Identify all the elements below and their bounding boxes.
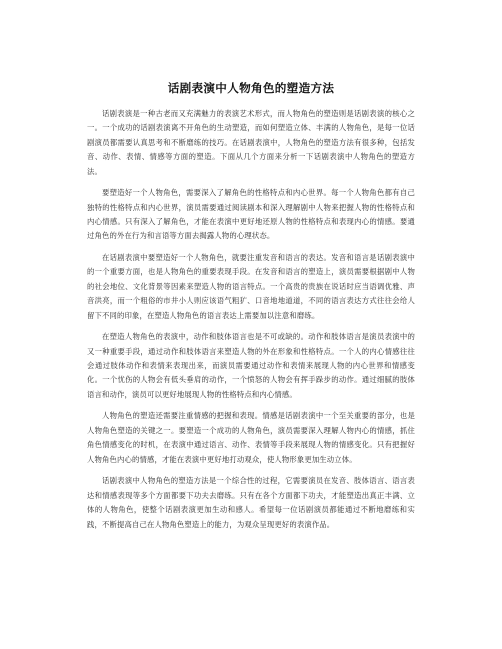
paragraph-2: 要塑造好一个人物角色，需要深入了解角色的性格特点和内心世界。每一个人物角色都有自己独特的性格特点和内心世界，演员需要通过阅读剧本和深入理解剧中人物来把握人物的性格特点和内心情感。只有深入了解角色，才能在表演中更好地还原人物的性格特点和表现内心的情感。要通过角色的外在行为和言语等方面去揭露人物的心理状态。 bbox=[87, 188, 415, 241]
document-body bbox=[87, 107, 415, 539]
paragraph-4: 在塑造人物角色的表演中，动作和肢体语言也是不可或缺的。动作和肢体语言是演员表演中的又一种重要手段，通过动作和肢体语言来塑造人物的外在形象和性格特点。一个人的内心情感往往会通过肢体动作和表情来表现出来，而演员需要通过动作和表情来展现人物的内心世界和情感变化。一个忧伤的人物会有低头垂肩的动作，一个愤怒的人物会有挥手跺步的动作。通过细腻的肢体语言和动作，演员可以更好地展现人物的性格特点和内心情感。 bbox=[87, 332, 415, 399]
document-title: 话剧表演中人物角色的塑造方法 bbox=[167, 81, 335, 95]
paragraph-5: 人物角色的塑造还需要注重情感的把握和表现。情感是话剧表演中一个至关重要的部分，也是人物角色塑造的关键之一。要塑造一个成功的人物角色，演员需要深入理解人物内心的情感，抓住角色情感变化的时机，在表演中通过语言、动作、表情等手段来展现人物的情感变化。只有把握好人物角色内心的情感，才能在表演中更好地打动观众，使人物形象更加生动立体。 bbox=[87, 411, 415, 464]
paragraph-6: 话剧表演中人物角色的塑造方法是一个综合性的过程，它需要演员在发音、肢体语言、语言表达和情感表现等多个方面都要下功夫去磨练。只有在各个方面都下功夫，才能塑造出真正丰满、立体的人物角色，使整个话剧表演更加生动和感人。希望每一位话剧演员都能通过不断地磨练和实践，不断提高自己在人物角色塑造上的能力，为观众呈现更好的表演作品。 bbox=[87, 476, 415, 529]
paragraph-1: 话剧表演是一种古老而又充满魅力的表演艺术形式，而人物角色的塑造则是话剧表演的核心之一。一个成功的话剧表演离不开角色的生动塑造，而如何塑造立体、丰满的人物角色，是每一位话剧演员都需要认真思考和不断磨练的技巧。在话剧表演中，人物角色的塑造方法有很多种，包括发音、动作、表情、情感等方面的塑造。下面从几个方面来分析一下话剧表演中人物角色的塑造方法。 bbox=[87, 109, 415, 176]
paragraph-3: 在话剧表演中要塑造好一个人物角色，就要注重发音和语言的表达。发音和语言是话剧表演中的一个重要方面，也是人物角色的重要表现手段。在发音和语言的塑造上，演员需要根据剧中人物的社会地位、文化背景等因素来塑造人物的语言特点。一个高贵的贵族在说话时应当语调优雅、声音洪亮，而一个粗俗的市井小人则应该语气粗犷、口音地地道道，不同的语言表达方式往往会给人留下不同的印象，在塑造人物角色的语言表达上需要加以注意和磨练。 bbox=[87, 253, 415, 320]
